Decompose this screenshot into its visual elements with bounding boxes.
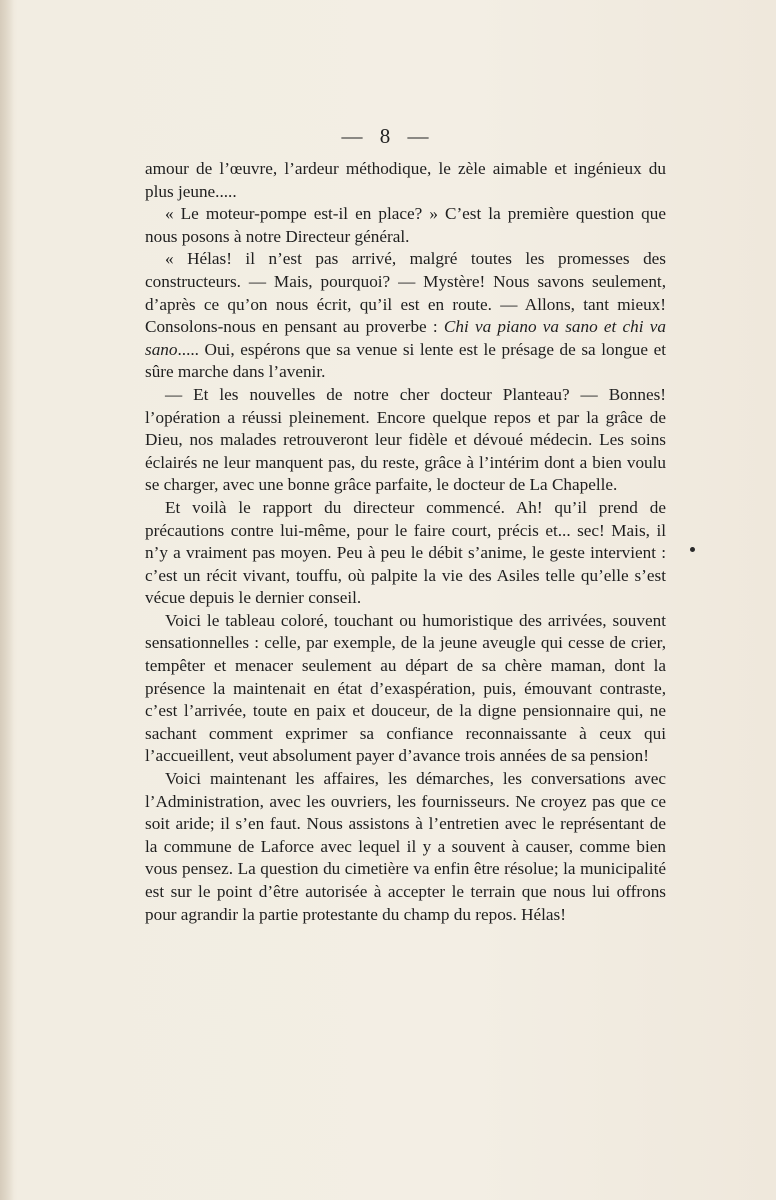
body-text bbox=[145, 158, 666, 926]
paragraph: Et voilà le rapport du directeur commencé. Ah! qu’il prend de précautions contre lui-même, pour le faire court, précis et... sec! Mais, il n’y a vraiment pas moyen. Peu à peu le débit s’anime, le geste intervient : c’est un récit vivant, touffu, où palpite la vie des Asiles telle qu’elle s’est vécue depuis le dernier conseil. bbox=[145, 497, 666, 608]
paragraph-text: ..... Oui, espérons que sa venue si lente est le présage de sa longue et sûre marche dans l’avenir. bbox=[145, 339, 666, 382]
page-edge-shadow bbox=[0, 0, 14, 1200]
paragraph: « Le moteur-pompe est-il en place? » C’est la première question que nous posons à notre Directeur général. bbox=[145, 204, 666, 246]
paragraph: Voici le tableau coloré, touchant ou humoristique des arrivées, souvent sensationnelles : celle, par exemple, de la jeune aveugle qui cesse de crier, tempêter et menacer seulement au départ de sa chère maman, dont la présence la maintenait en état d’exaspération, puis, émouvant contraste, c’est l’arrivée, toute en paix et douceur, de la digne pensionnaire qui, ne sachant comment exprimer sa confiance reconnaissante à ceux qui l’accueillent, veut absolument payer d’avance trois années de sa pension! bbox=[145, 610, 666, 766]
paragraph: — Et les nouvelles de notre cher docteur Planteau? — Bonnes! l’opération a réussi pleinement. Encore quelque repos et par la grâce de Dieu, nos malades retrouveront leur fidèle et dévoué médecin. Les soins éclairés ne leur manquent pas, du reste, grâce à l’intérim dont a bien voulu se charger, avec une bonne grâce parfaite, le docteur de La Chapelle. bbox=[145, 384, 666, 495]
italic-proverb: Chi va piano va sano et chi va sano bbox=[145, 317, 666, 359]
paragraph: amour de l’œuvre, l’ardeur méthodique, le zèle aimable et ingénieux du plus jeune..... bbox=[145, 159, 666, 201]
margin-ink-dot bbox=[690, 547, 695, 552]
page-number: — 8 — bbox=[341, 124, 435, 148]
paragraph-text: « Hélas! il n’est pas arrivé, malgré toutes les promesses des constructeurs. — Mais, pourquoi? — Mystère! Nous savons seulement, d’après ce qu’on nous écrit, qu’il est en route. — Allons, tant mieux! Consolons-nous en pensant au proverbe : bbox=[145, 249, 666, 337]
paragraph: Voici maintenant les affaires, les démarches, les conversations avec l’Administration, avec les ouvriers, les fournisseurs. Ne croyez pas que ce soit aride; il s’en faut. Nous assistons à l’entretien avec le représentant de la commune de Laforce avec lequel il y a souvent à causer, comme bien vous pensez. La question du cimetière va enfin être résolue; la municipalité est sur le point d’être autorisée à accepter le terrain que nous lui offrons pour agrandir la partie protestante du champ du repos. Hélas! bbox=[145, 769, 666, 924]
paragraph bbox=[145, 248, 666, 384]
